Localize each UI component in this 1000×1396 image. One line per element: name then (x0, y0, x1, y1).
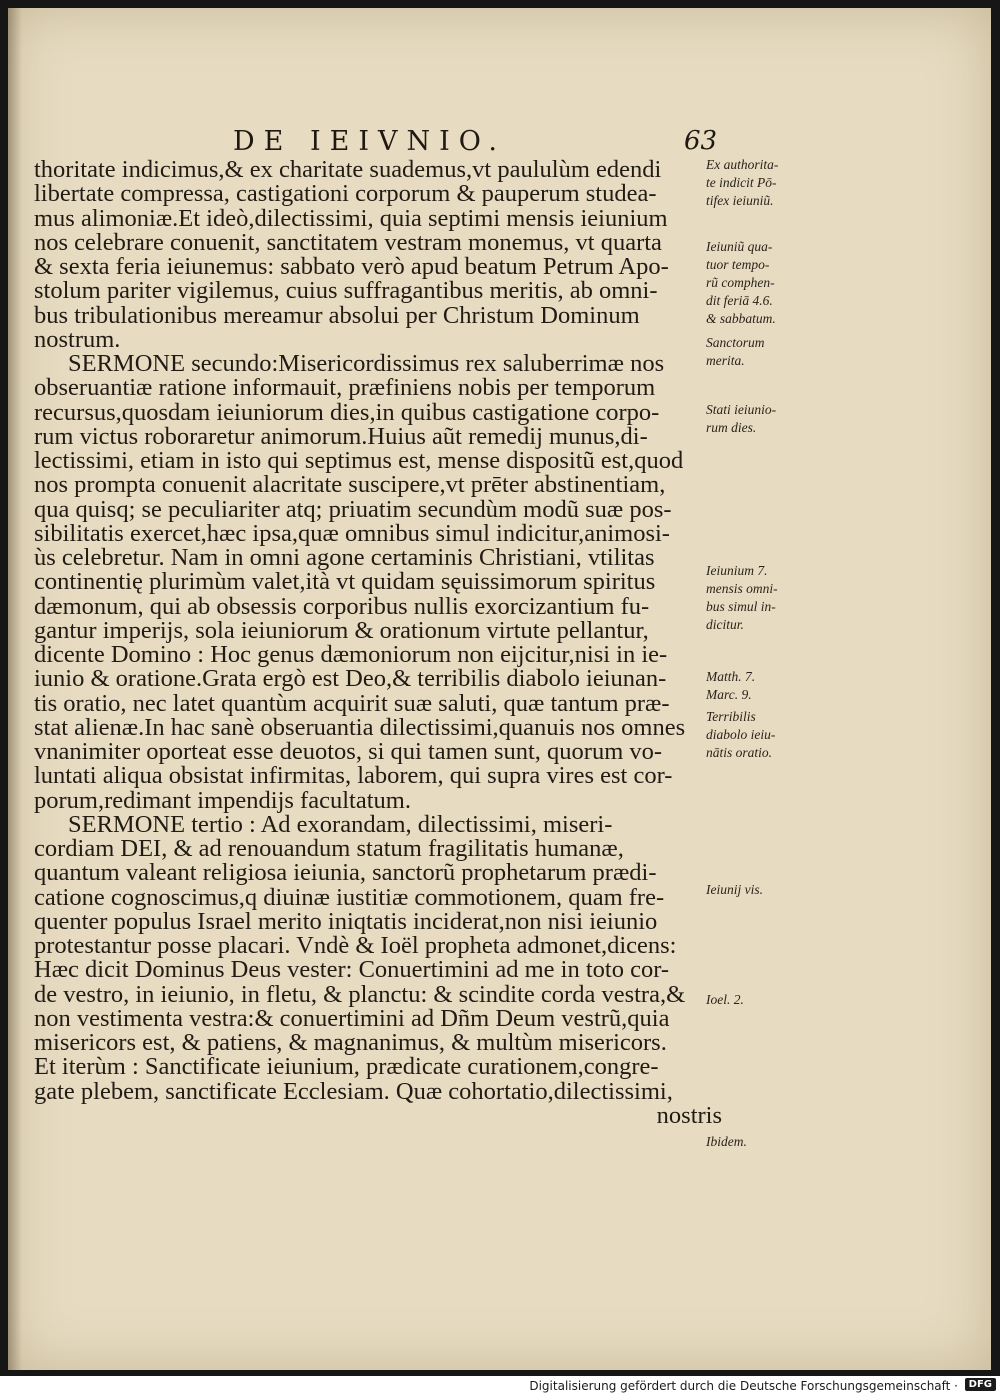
dfg-logo: DFG (965, 1378, 996, 1391)
text-line: qua quisq; se peculiariter atq; priuatim secundùm modũ suæ pos- (34, 497, 672, 522)
margin-note-line: mensis omni- (706, 581, 778, 596)
body-text (34, 158, 724, 1128)
margin-note-line: Marc. 9. (706, 687, 752, 702)
margin-note-line: & sabbatum. (706, 311, 776, 326)
text-line: nostrum. (34, 327, 121, 352)
text-line: luntati aliqua obsistat infirmitas, laborem, qui supra vires est cor- (34, 764, 673, 789)
margin-note (706, 708, 824, 762)
text-line: recursus,quosdam ieiuniorum dies,in quibus castigatione corpo- (34, 400, 660, 425)
margin-note-line: merita. (706, 353, 745, 368)
margin-note-line: Sanctorum (706, 335, 765, 350)
text-line: non vestimenta vestra:& conuertimini ad Dñm Deum vestrũ,quia (34, 1006, 670, 1031)
text-line: de vestro, in ieiunio, in fletu, & planctu: & scindite corda vestra,& (34, 982, 686, 1007)
text-line: vnanimiter oporteat esse deuotos, si qui tamen sunt, quorum vo- (34, 740, 663, 765)
margin-note-line: dit feriā 4.6. (706, 293, 773, 308)
margin-note-line: Matth. 7. (706, 669, 756, 684)
margin-note-line: nātis oratio. (706, 745, 773, 760)
text-line: dicente Domino : Hoc genus dæmoniorum non eijcitur,nisi in ie- (34, 643, 668, 668)
text-line: rum victus roboraretur animorum.Huius aũt remedij munus,di- (34, 424, 648, 449)
text-line: obseruantiæ ratione informauit, præfiniens nobis per temporum (34, 376, 656, 401)
text-line: porum,redimant impendijs facultatum. (34, 788, 411, 813)
margin-note-line: diabolo ieiu- (706, 727, 776, 742)
text-line: dæmonum, qui ab obsessis corporibus nullis exorcizantium fu- (34, 594, 650, 619)
text-line: cordiam DEI, & ad renouandum statum fragilitatis humanæ, (34, 837, 624, 862)
text-line: gantur imperijs, sola ieiuniorum & orationum virtute pellantur, (34, 618, 649, 643)
margin-note (706, 881, 824, 899)
text-line: nos prompta conuenit alacritate suscipere,vt prēter abstinentiam, (34, 473, 666, 498)
margin-note-line: tifex ieiuniũ. (706, 193, 774, 208)
margin-note-line: tuor tempo- (706, 257, 770, 272)
margin-note (706, 562, 824, 634)
margin-note-line: Ieiuniũ qua- (706, 239, 773, 254)
text-line: quantum valeant religiosa ieiunia, sanctorũ prophetarum prædi- (34, 861, 657, 886)
text-line: Et iterùm : Sanctificate ieiunium, prædicate curationem,congre- (34, 1055, 659, 1080)
margin-note (706, 156, 824, 210)
margin-note-line: Terribilis (706, 709, 756, 724)
margin-note (706, 238, 824, 328)
text-line: catione cognoscimus,q diuinæ iustitiæ commotionem, quam fre- (34, 885, 665, 910)
text-line: misericors est, & patiens, & magnanimus, & multùm misericors. (34, 1031, 667, 1056)
text-line: quenter populus Israel merito iniqtatis inciderat,non nisi ieiunio (34, 909, 658, 934)
text-line: iunio & oratione.Grata ergò est Deo,& terribilis diabolo ieiunan- (34, 667, 667, 692)
funding-credit: Digitalisierung gefördert durch die Deutsche Forschungsgemeinschaft · (529, 1379, 958, 1393)
running-head: DE IEIVNIO. (233, 126, 506, 157)
text-line: lectissimi, etiam in isto qui septimus est, mense dispositũ est,quod (34, 449, 684, 474)
margin-note-line: Stati ieiunio- (706, 402, 777, 417)
text-line: gate plebem, sanctificate Ecclesiam. Quæ cohortatio,dilectissimi, (34, 1079, 673, 1104)
margin-note-line: Ex authorita- (706, 157, 779, 172)
margin-note (706, 401, 824, 437)
margin-note (706, 991, 824, 1009)
text-line: stat alienæ.In hac sanè obseruantia dilectissimi,quanuis nos omnes (34, 715, 686, 740)
text-line: protestantur posse placari. Vndè & Ioël propheta admonet,dicens: (34, 934, 677, 959)
margin-note-line: rum dies. (706, 420, 757, 435)
text-line: tis oratio, nec latet quantùm acquirit suæ saluti, quæ tantum præ- (34, 691, 670, 716)
margin-note-line: rũ comphen- (706, 275, 775, 290)
text-line: SERMONE secundo:Misericordissimus rex saluberrimæ nos (68, 352, 665, 377)
margin-note (706, 1133, 824, 1151)
text-line: stolum pariter vigilemus, cuius suffragantibus meritis, ab omni- (34, 279, 658, 304)
text-line: continentię plurimùm valet,ità vt quidam sęuissimorum spiritus (34, 570, 656, 595)
margin-note-line: Ioel. 2. (706, 992, 744, 1007)
text-line: & sexta feria ieiunemus: sabbato verò apud beatum Petrum Apo- (34, 255, 669, 280)
text-line: thoritate indicimus,& ex charitate suademus,vt paululùm edendi (34, 158, 662, 183)
margin-note-line: dicitur. (706, 617, 744, 632)
footer-bar (0, 1376, 1000, 1396)
text-line: SERMONE tertio : Ad exorandam, dilectissimi, miseri- (68, 812, 613, 837)
book-page (8, 8, 991, 1370)
text-line: bus tribulationibus mereamur absolui per Christum Dominum (34, 303, 640, 328)
text-line: Hæc dicit Dominus Deus vester: Conuertimini ad me in toto cor- (34, 958, 670, 983)
text-line: nostris (656, 1103, 722, 1128)
margin-note (706, 334, 824, 370)
page-number: 63 (684, 126, 718, 156)
margin-note-line: Ibidem. (706, 1134, 747, 1149)
text-line: ùs celebretur. Nam in omni agone certaminis Christiani, vtilitas (34, 546, 655, 571)
margin-note-line: Ieiunium 7. (706, 563, 768, 578)
margin-note (706, 668, 824, 704)
text-line: sibilitatis exercet,hæc ipsa,quæ omnibus simul indicitur,animosi- (34, 521, 670, 546)
margin-note-line: Ieiunij vis. (706, 882, 763, 897)
text-line: mus alimoniæ.Et ideò,dilectissimi, quia septimi mensis ieiunium (34, 206, 668, 231)
text-line: libertate compressa, castigationi corporum & pauperum studea- (34, 182, 657, 207)
text-line: nos celebrare conuenit, sanctitatem vestram monemus, vt quarta (34, 230, 662, 255)
margin-note-line: bus simul in- (706, 599, 776, 614)
margin-note-line: te indicit Pō- (706, 175, 777, 190)
